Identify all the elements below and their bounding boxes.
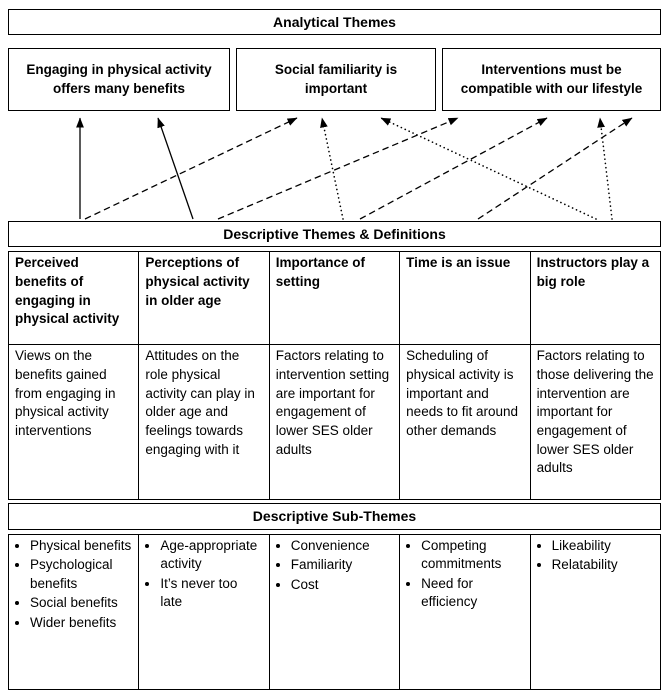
- analytical-theme-lifestyle-compatibility: [442, 48, 661, 111]
- descriptive-themes-table: [8, 251, 661, 500]
- descriptive-theme-heading-perceived-benefits: Perceived benefits of engaging in physical activity: [9, 252, 139, 345]
- subtheme-list: [537, 537, 654, 575]
- analytical-theme-label: Social familiarity is important: [274, 61, 398, 96]
- arrow-time-is-an-issue-to-lifestyle-compatibility: [478, 118, 632, 219]
- subtheme-item: • Social benefits: [30, 594, 132, 613]
- subtheme-item: • Psychological benefits: [30, 556, 132, 593]
- definition-instructors-big-role: Factors relating to those delivering the intervention are important for engagement of lower SES older adults: [530, 345, 660, 500]
- subthemes-cell-time-is-an-issue: [400, 534, 530, 689]
- arrow-perceptions-older-age-to-pa-benefits: [158, 118, 193, 219]
- subtheme-list: [276, 537, 393, 595]
- descriptive-themes-bar: [8, 221, 661, 247]
- descriptive-theme-heading-perceptions-older-age: Perceptions of physical activity in older age: [139, 252, 269, 345]
- subtheme-item: • Familiarity: [291, 556, 393, 575]
- definition-perceptions-older-age: Attitudes on the role physical activity can play in older age and feelings towards engaging with it: [139, 345, 269, 500]
- analytical-themes-row: [8, 48, 661, 111]
- subthemes-cell-instructors-big-role: [530, 534, 660, 689]
- descriptive-theme-heading-time-is-an-issue: Time is an issue: [400, 252, 530, 345]
- analytical-themes-title: Analytical Themes: [273, 14, 396, 30]
- definition-importance-of-setting: Factors relating to intervention setting are important for engagement of lower SES older adults: [269, 345, 399, 500]
- arrow-perceived-benefits-to-social-familiarity: [85, 118, 297, 219]
- subthemes-cell-importance-of-setting: [269, 534, 399, 689]
- descriptive-subthemes-title: Descriptive Sub-Themes: [252, 508, 417, 525]
- subtheme-list: [145, 537, 262, 613]
- analytical-theme-label: Interventions must be compatible with our lifestyle: [460, 61, 643, 96]
- descriptive-subthemes-bar: [8, 503, 661, 529]
- subtheme-item: • Physical benefits: [30, 537, 132, 556]
- descriptive-theme-heading-row: [9, 252, 661, 345]
- analytical-theme-label: Engaging in physical activity offers many benefits: [26, 61, 212, 96]
- definition-perceived-benefits: Views on the benefits gained from engaging in physical activity interventions: [9, 345, 139, 500]
- analytical-theme-social-familiarity: [236, 48, 436, 111]
- arrow-perceptions-older-age-to-lifestyle-compatibility: [218, 118, 458, 219]
- subtheme-item: • Likeability: [552, 537, 654, 556]
- subtheme-item: • It’s never too late: [160, 575, 262, 612]
- arrow-instructors-big-role-to-lifestyle-compatibility: [600, 118, 612, 219]
- arrow-instructors-big-role-to-social-familiarity: [381, 118, 596, 219]
- subtheme-item: • Need for efficiency: [421, 575, 523, 612]
- subtheme-item: • Competing commitments: [421, 537, 523, 574]
- definition-time-is-an-issue: Scheduling of physical activity is important and needs to fit around other demands: [400, 345, 530, 500]
- subtheme-list: [406, 537, 523, 613]
- descriptive-subthemes-table: [8, 534, 661, 690]
- subtheme-item: • Cost: [291, 576, 393, 595]
- arrow-importance-of-setting-to-lifestyle-compatibility: [360, 118, 547, 219]
- subthemes-cell-perceptions-older-age: [139, 534, 269, 689]
- arrows-svg: [8, 111, 661, 221]
- arrow-importance-of-setting-to-social-familiarity: [322, 118, 343, 219]
- subtheme-item: • Relatability: [552, 556, 654, 575]
- theme-mapping-arrow-zone: [8, 111, 661, 221]
- subtheme-list: [15, 537, 132, 633]
- descriptive-themes-title: Descriptive Themes & Definitions: [223, 226, 446, 243]
- analytical-themes-bar: [8, 9, 661, 35]
- subtheme-item: • Age-appropriate activity: [160, 537, 262, 574]
- subthemes-row: [9, 534, 661, 689]
- analytical-theme-pa-benefits: [8, 48, 230, 111]
- descriptive-theme-heading-instructors-big-role: Instructors play a big role: [530, 252, 660, 345]
- subtheme-item: • Wider benefits: [30, 614, 132, 633]
- subtheme-item: • Convenience: [291, 537, 393, 556]
- subthemes-cell-perceived-benefits: [9, 534, 139, 689]
- descriptive-theme-definition-row: [9, 345, 661, 500]
- descriptive-theme-heading-importance-of-setting: Importance of setting: [269, 252, 399, 345]
